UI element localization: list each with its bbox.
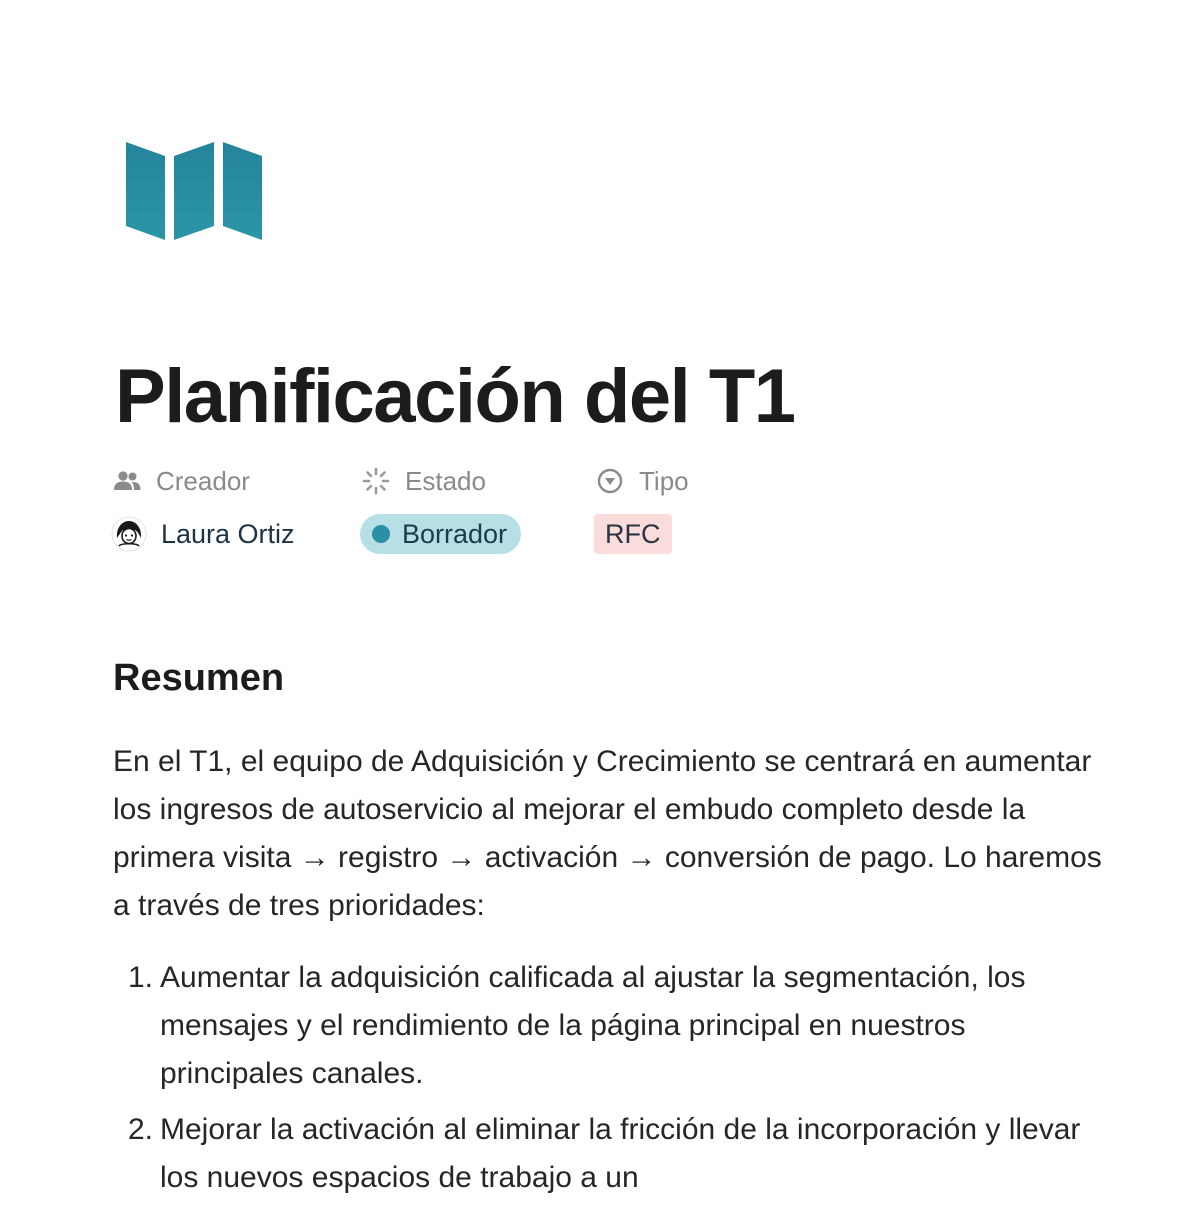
property-creator-label-text: Creador (156, 465, 250, 496)
list-item-text: Mejorar la activación al eliminar la fricción de la incorporación y llevar los nuevos espacios de trabajo a un (160, 1113, 1081, 1194)
avatar (111, 516, 147, 552)
type-tag-label: RFC (605, 518, 661, 549)
status-badge-label: Borrador (402, 518, 508, 549)
creator-name: Laura Ortiz (161, 518, 295, 549)
section-heading[interactable]: Resumen (113, 657, 285, 699)
status-dot (372, 525, 390, 543)
map-icon[interactable] (124, 140, 264, 240)
property-status-label-text: Estado (405, 465, 486, 496)
list-item[interactable] (113, 1106, 1103, 1202)
property-type-label[interactable] (595, 462, 689, 500)
creator-person[interactable] (111, 514, 295, 554)
status-badge[interactable] (360, 514, 521, 554)
property-creator-label[interactable] (112, 462, 250, 500)
list-item-number: 2. (127, 1113, 153, 1146)
loading-icon (361, 466, 391, 496)
list-item-number: 1. (127, 961, 153, 994)
priorities-list (113, 954, 1103, 1210)
property-status-label[interactable] (361, 462, 486, 500)
list-item[interactable] (113, 954, 1103, 1098)
page-title[interactable]: Planificación del T1 (115, 354, 795, 439)
summary-paragraph[interactable]: En el T1, el equipo de Adquisición y Crecimiento se centrará en aumentar los ingresos de autoservicio al mejorar el embudo completo desde la primera visita → registro → activación → conversión de pago. Lo haremos a través de tres prioridades: (113, 745, 1102, 922)
type-tag[interactable] (594, 514, 672, 554)
property-type-label-text: Tipo (639, 465, 689, 496)
dropdown-circle-icon (595, 466, 625, 496)
list-item-text: Aumentar la adquisición calificada al ajustar la segmentación, los mensajes y el rendimiento de la página principal en nuestros principales canales. (160, 961, 1026, 1090)
people-icon (112, 466, 142, 496)
